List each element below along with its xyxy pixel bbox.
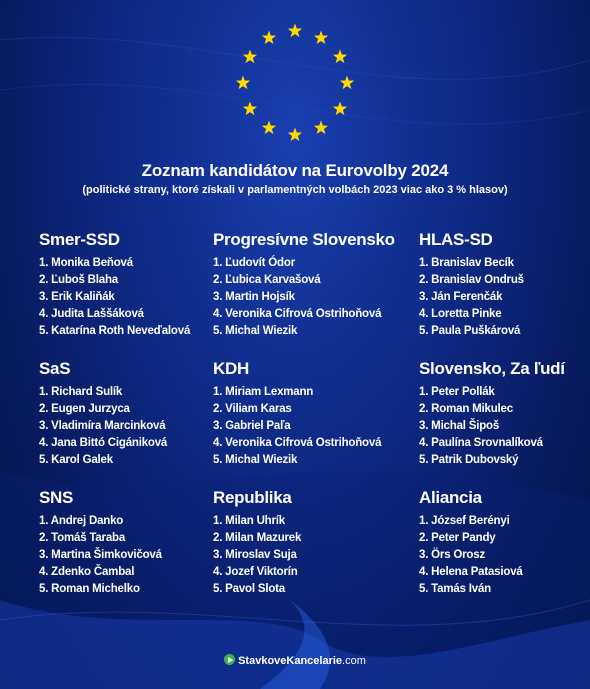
star-icon <box>262 30 276 44</box>
candidate-list <box>39 384 239 469</box>
page-subtitle: (politické strany, ktoré získali v parlamentných volbách 2023 viac ako 3 % hlasov) <box>82 184 508 196</box>
candidate: 2. Eugen Jurzyca <box>39 403 130 415</box>
candidate: 3. Erik Kaliňák <box>39 291 115 303</box>
party-name: Smer-SSD <box>39 230 120 249</box>
candidate: 5. Michal Wiezik <box>213 454 298 466</box>
candidate: 3. Martina Šimkovičová <box>39 549 162 561</box>
candidate: 4. Jozef Viktorín <box>213 566 298 578</box>
star-icon <box>333 102 347 116</box>
party-name: Republika <box>213 488 292 507</box>
party-republika <box>213 488 413 598</box>
party-name: SaS <box>39 359 71 378</box>
candidate: 5. Tamás Iván <box>419 583 491 595</box>
candidate: 3. Michal Šipoš <box>419 420 500 432</box>
candidate: 3. Örs Orosz <box>419 549 485 561</box>
page-title: Zoznam kandidátov na Eurovolby 2024 <box>141 161 449 180</box>
candidate: 4. Veronika Cifrová Ostrihoňová <box>213 308 382 320</box>
party-name: Progresívne Slovensko <box>213 230 395 249</box>
party-kdh <box>213 359 413 469</box>
party-name: Slovensko, Za ľudí <box>419 359 565 378</box>
star-icon <box>288 24 302 38</box>
candidate: 1. Andrej Danko <box>39 515 124 527</box>
party-sns <box>39 488 239 598</box>
candidate: 3. Vladimíra Marcinková <box>39 420 166 432</box>
candidate: 3. Miroslav Suja <box>213 549 297 561</box>
candidate-list <box>39 255 239 340</box>
candidate: 1. Milan Uhrík <box>213 515 285 527</box>
candidate: 3. Gabriel Paľa <box>213 420 291 432</box>
candidate: 4. Judita Laššáková <box>39 308 144 320</box>
candidate: 2. Ľubica Karvašová <box>213 274 321 286</box>
party-sas <box>39 359 239 469</box>
candidate: 4. Zdenko Čambal <box>39 566 135 578</box>
party-slovensko-za-ludi <box>419 359 590 469</box>
candidate: 1. Branislav Becík <box>419 257 514 269</box>
candidate: 5. Paula Puškárová <box>419 325 521 337</box>
candidate: 5. Michal Wiezik <box>213 325 298 337</box>
candidate: 1. Peter Pollák <box>419 386 495 398</box>
party-progresivne-slovensko <box>213 230 413 340</box>
party-aliancia <box>419 488 590 598</box>
star-icon <box>243 102 257 116</box>
star-icon <box>288 128 302 142</box>
candidate: 5. Pavol Slota <box>213 583 285 595</box>
candidate: 3. Martin Hojsík <box>213 291 295 303</box>
candidate: 5. Patrik Dubovský <box>419 454 519 466</box>
play-logo-icon <box>224 654 235 665</box>
candidate: 5. Karol Galek <box>39 454 113 466</box>
candidate: 2. Ľuboš Blaha <box>39 274 118 286</box>
candidate: 4. Veronika Cifrová Ostrihoňová <box>213 437 382 449</box>
party-name: Aliancia <box>419 488 482 507</box>
footer-brand[interactable] <box>0 654 590 667</box>
candidate: 4. Jana Bittó Cigániková <box>39 437 168 449</box>
party-hlas-sd <box>419 230 590 340</box>
star-icon <box>262 121 276 135</box>
candidate: 2. Tomáš Taraba <box>39 532 126 544</box>
star-icon <box>340 76 354 90</box>
party-name: HLAS-SD <box>419 230 493 249</box>
star-icon <box>333 50 347 64</box>
candidate: 5. Katarína Roth Neveďalová <box>39 325 191 337</box>
candidate: 2. Viliam Karas <box>213 403 292 415</box>
candidate: 1. Richard Sulík <box>39 386 123 398</box>
candidate: 2. Peter Pandy <box>419 532 496 544</box>
candidate: 3. Ján Ferenčák <box>419 291 503 303</box>
candidate-list <box>419 513 590 598</box>
candidate-list <box>39 513 239 598</box>
candidate: 5. Roman Michelko <box>39 583 140 595</box>
candidate-list <box>419 255 590 340</box>
candidate-list <box>213 255 413 340</box>
candidate: 1. Ľudovít Ódor <box>213 257 295 269</box>
party-name: SNS <box>39 488 74 507</box>
candidate: 4. Paulína Srovnalíková <box>419 437 543 449</box>
party-name: KDH <box>213 359 249 378</box>
footer-brand-domain: .com <box>342 655 366 667</box>
candidate-list <box>213 513 413 598</box>
candidate: 4. Helena Patasiová <box>419 566 523 578</box>
star-icon <box>243 50 257 64</box>
candidate: 4. Loretta Pinke <box>419 308 502 320</box>
star-icon <box>236 76 250 90</box>
candidate-list <box>419 384 590 469</box>
party-smer-ssd <box>39 230 239 340</box>
candidate: 1. Monika Beňová <box>39 257 133 269</box>
candidate: 2. Branislav Ondruš <box>419 274 524 286</box>
star-icon <box>314 30 328 44</box>
footer-brand-name: StavkoveKancelarie <box>238 655 343 667</box>
candidate: 1. Miriam Lexmann <box>213 386 314 398</box>
candidate-list <box>213 384 413 469</box>
star-icon <box>314 121 328 135</box>
candidate: 2. Milan Mazurek <box>213 532 302 544</box>
eu-stars-circle <box>0 0 590 150</box>
candidate: 1. József Berényi <box>419 515 510 527</box>
candidate: 2. Roman Mikulec <box>419 403 513 415</box>
